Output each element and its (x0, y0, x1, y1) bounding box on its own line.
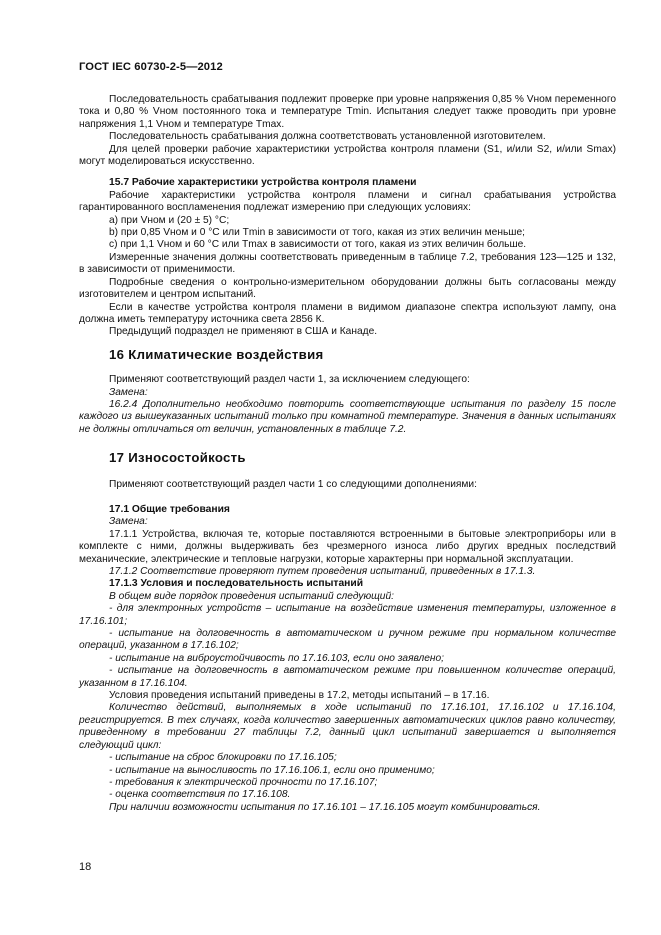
paragraph: Измеренные значения должны соответствовать приведенным в таблице 7.2, требования 123—125 и 132, в зависимости от применимости. (79, 251, 616, 276)
paragraph: Последовательность срабатывания подлежит проверке при уровне напряжения 0,85 % Vном переменного тока и 0,80 % Vном постоянного тока и температуре Tmin. Испытания следует также проводить при уровне напряжения 1,1 Vном и температуре Tmax. (79, 94, 616, 130)
paragraph: 17.1.1 Устройства, включая те, которые поставляются встроенными в бытовые электроприборы или в комплекте с ними, должны выдерживать без чрезмерного износа либо других вредных последствий механические, электрические и тепловые нагрузки, которые характерны при нормальной эксплуатации. (79, 528, 616, 565)
paragraph: Для целей проверки рабочие характеристики устройства контроля пламени (S1, и/или S2, и/или Smax) могут моделироваться искусственно. (79, 143, 616, 168)
section-heading-17-1-3: 17.1.3 Условия и последовательность испытаний (109, 578, 364, 590)
list-item: - требования к электрической прочности по 17.16.107; (109, 776, 378, 788)
section-heading-17: 17 Износостойкость (109, 450, 246, 466)
section-heading-16: 16 Климатические воздействия (109, 346, 324, 362)
list-item: - испытание на выносливость по 17.16.106.1, если оно применимо; (109, 764, 435, 776)
paragraph: Последовательность срабатывания должна соответствовать установленной изготовителем. (109, 131, 546, 143)
list-item: - испытание на сброс блокировки по 17.16.105; (109, 752, 337, 764)
paragraph: Количество действий, выполняемых в ходе испытаний по 17.16.101, 17.16.102 и 17.16.104, регистрируется. В тех случаях, когда количество завершенных автоматических циклов равно количеству, приведенному в требовании 27 таблицы 7.2, данный цикл испытаний завершается и выполняется следующий цикл: (79, 702, 616, 751)
replacement-label: Замена: (109, 386, 148, 398)
paragraph: Рабочие характеристики устройства контроля пламени и сигнал срабатывания устройства гарантированного воспламенения подлежат измерению при следующих условиях: (79, 189, 616, 214)
list-item: a) при Vном и (20 ± 5) °C; (109, 214, 230, 226)
paragraph: Применяют соответствующий раздел части 1 со следующими дополнениями: (109, 478, 477, 490)
replacement-label: Замена: (109, 516, 148, 528)
page-number: 18 (79, 861, 92, 873)
list-item: - испытание на виброустойчивость по 17.16.103, если оно заявлено; (109, 652, 445, 664)
paragraph: Применяют соответствующий раздел части 1, за исключением следующего: (109, 374, 470, 386)
list-item: - оценка соответствия по 17.16.108. (109, 789, 291, 801)
list-item: - испытание на долговечность в автоматическом режиме при повышенном количестве операций, указанном в 17.16.104. (79, 665, 616, 689)
page-content (79, 94, 616, 814)
list-item: c) при 1,1 Vном и 60 °C или Tmax в зависимости от того, какая из этих величин больше. (109, 239, 527, 251)
paragraph (79, 566, 616, 578)
list-item: - испытание на долговечность в автоматическом и ручном режиме при нормальном количестве операций, указанном в 17.16.102; (79, 628, 616, 652)
paragraph: Если в качестве устройства контроля пламени в видимом диапазоне спектра используют лампу, она должна иметь температуру источника света 2856 К. (79, 301, 616, 325)
paragraph: При наличии возможности испытания по 17.16.101 – 17.16.105 могут комбинироваться. (109, 801, 541, 813)
list-item: - для электронных устройств – испытание на воздействие изменения температуры, изложенное в 17.16.101; (79, 603, 616, 627)
section-heading-17-1: 17.1 Общие требования (109, 503, 230, 515)
list-item: b) при 0,85 Vном и 0 °C или Tmin в зависимости от того, какая из этих величин меньше; (109, 227, 525, 239)
paragraph: Предыдущий подраздел не применяют в США и Канаде. (109, 326, 378, 338)
paragraph: 16.2.4 Дополнительно необходимо повторить соответствующие испытания по разделу 15 после каждого из вышеуказанных испытаний только при комнатной температуре. Значения в данных испытаниях не должны отличаться от величин, установленных в таблице 7.2. (79, 398, 616, 435)
paragraph-text: 17.1.2 Соответствие проверяют путем проведения испытаний, приведенных в 17.1.3. (109, 566, 536, 577)
paragraph: В общем виде порядок проведения испытаний следующий: (109, 590, 394, 602)
document-header: ГОСТ IEC 60730-2-5—2012 (79, 61, 223, 73)
paragraph: Подробные сведения о контрольно-измерительном оборудовании должны быть согласованы между изготовителем и центром испытаний. (79, 276, 616, 301)
paragraph: Условия проведения испытаний приведены в 17.2, методы испытаний – в 17.16. (109, 690, 490, 702)
section-heading-15-7: 15.7 Рабочие характеристики устройства контроля пламени (109, 177, 417, 189)
